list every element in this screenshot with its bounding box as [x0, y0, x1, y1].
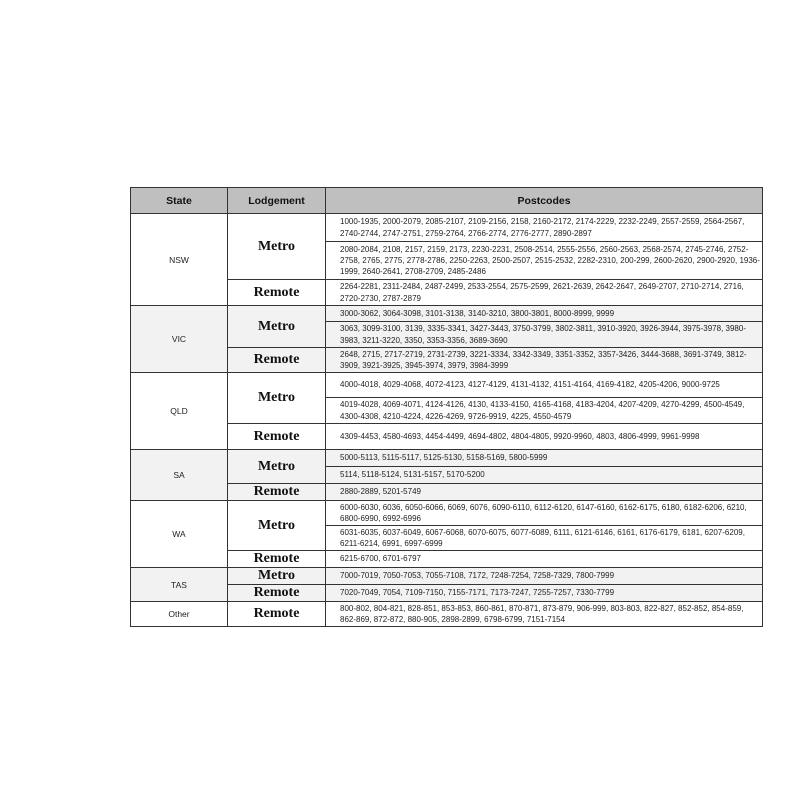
lodgement-cell-metro: Metro — [228, 501, 326, 551]
lodgement-cell-metro: Metro — [228, 450, 326, 484]
lodgement-cell-metro: Metro — [228, 373, 326, 424]
table-row — [131, 373, 763, 398]
postcodes-cell: 4000-4018, 4029-4068, 4072-4123, 4127-4129, 4131-4132, 4151-4164, 4169-4182, 4205-4206, 9000-9725 — [326, 373, 763, 398]
postcodes-cell: 5114, 5118-5124, 5131-5157, 5170-5200 — [326, 467, 763, 484]
postcode-lodgement-table — [130, 187, 763, 627]
header-state: State — [131, 188, 228, 214]
lodgement-cell-remote: Remote — [228, 484, 326, 501]
lodgement-cell-remote: Remote — [228, 585, 326, 602]
lodgement-cell-remote: Remote — [228, 348, 326, 373]
state-cell-sa: SA — [131, 450, 228, 501]
postcodes-cell: 7000-7019, 7050-7053, 7055-7108, 7172, 7248-7254, 7258-7329, 7800-7999 — [326, 568, 763, 585]
state-cell-vic: VIC — [131, 306, 228, 373]
table-row — [131, 214, 763, 242]
postcodes-cell: 3000-3062, 3064-3098, 3101-3138, 3140-3210, 3800-3801, 8000-8999, 9999 — [326, 306, 763, 322]
lodgement-cell-metro: Metro — [228, 306, 326, 348]
postcodes-cell: 4309-4453, 4580-4693, 4454-4499, 4694-4802, 4804-4805, 9920-9960, 4803, 4806-4999, 9961-9998 — [326, 424, 763, 450]
postcodes-cell: 1000-1935, 2000-2079, 2085-2107, 2109-2156, 2158, 2160-2172, 2174-2229, 2232-2249, 2557-2559, 2564-2567, 2740-2744, 2747-2751, 2759-2764, 2766-2774, 2776-2777, 2890-2897 — [326, 214, 763, 242]
lodgement-cell-remote: Remote — [228, 551, 326, 568]
header-lodgement: Lodgement — [228, 188, 326, 214]
header-postcodes: Postcodes — [326, 188, 763, 214]
postcodes-cell: 2080-2084, 2108, 2157, 2159, 2173, 2230-2231, 2508-2514, 2555-2556, 2560-2563, 2568-2574, 2745-2746, 2752-2758, 2765, 2775, 2778-2786, 2250-2263, 2500-2507, 2515-2532, 2282-2310, 200-299, 2600-2620, 2900-2920, 1936-1999, 2640-2641, 2708-2709, 2485-2486 — [326, 242, 763, 280]
lodgement-cell-metro: Metro — [228, 214, 326, 280]
lodgement-cell-metro: Metro — [228, 568, 326, 585]
postcodes-cell: 800-802, 804-821, 828-851, 853-853, 860-861, 870-871, 873-879, 906-999, 803-803, 822-827, 852-852, 854-859, 862-869, 872-872, 880-905, 2898-2899, 6798-6799, 7151-7154 — [326, 602, 763, 627]
state-cell-nsw: NSW — [131, 214, 228, 306]
table-row — [131, 450, 763, 467]
state-cell-tas: TAS — [131, 568, 228, 602]
postcodes-cell: 5000-5113, 5115-5117, 5125-5130, 5158-5169, 5800-5999 — [326, 450, 763, 467]
postcodes-cell: 6215-6700, 6701-6797 — [326, 551, 763, 568]
table-row — [131, 602, 763, 627]
state-cell-wa: WA — [131, 501, 228, 568]
postcodes-cell: 2880-2889, 5201-5749 — [326, 484, 763, 501]
state-cell-other: Other — [131, 602, 228, 627]
table-row — [131, 306, 763, 322]
lodgement-cell-remote: Remote — [228, 280, 326, 306]
postcodes-cell: 2264-2281, 2311-2484, 2487-2499, 2533-2554, 2575-2599, 2621-2639, 2642-2647, 2649-2707, 2710-2714, 2716, 2720-2730, 2787-2879 — [326, 280, 763, 306]
table-row — [131, 568, 763, 585]
postcodes-cell: 7020-7049, 7054, 7109-7150, 7155-7171, 7173-7247, 7255-7257, 7330-7799 — [326, 585, 763, 602]
postcodes-cell: 2648, 2715, 2717-2719, 2731-2739, 3221-3334, 3342-3349, 3351-3352, 3357-3426, 3444-3688, 3691-3749, 3812-3909, 3921-3925, 3945-3974, 3979, 3984-3999 — [326, 348, 763, 373]
postcodes-cell: 3063, 3099-3100, 3139, 3335-3341, 3427-3443, 3750-3799, 3802-3811, 3910-3920, 3926-3944, 3975-3978, 3980-3983, 3211-3220, 3350, 3353-3356, 3689-3690 — [326, 322, 763, 348]
header-row — [131, 188, 763, 214]
postcodes-cell: 6031-6035, 6037-6049, 6067-6068, 6070-6075, 6077-6089, 6111, 6121-6146, 6161, 6176-6179, 6181, 6207-6209, 6211-6214, 6991, 6997-6999 — [326, 526, 763, 551]
postcodes-cell: 4019-4028, 4069-4071, 4124-4126, 4130, 4133-4150, 4165-4168, 4183-4204, 4207-4209, 4270-4299, 4500-4549, 4300-4308, 4210-4224, 4226-4269, 9726-9919, 4225, 4550-4579 — [326, 398, 763, 424]
table-row — [131, 501, 763, 526]
lodgement-cell-remote: Remote — [228, 602, 326, 627]
postcodes-cell: 6000-6030, 6036, 6050-6066, 6069, 6076, 6090-6110, 6112-6120, 6147-6160, 6162-6175, 6180, 6182-6206, 6210, 6800-6990, 6992-6996 — [326, 501, 763, 526]
lodgement-cell-remote: Remote — [228, 424, 326, 450]
state-cell-qld: QLD — [131, 373, 228, 450]
